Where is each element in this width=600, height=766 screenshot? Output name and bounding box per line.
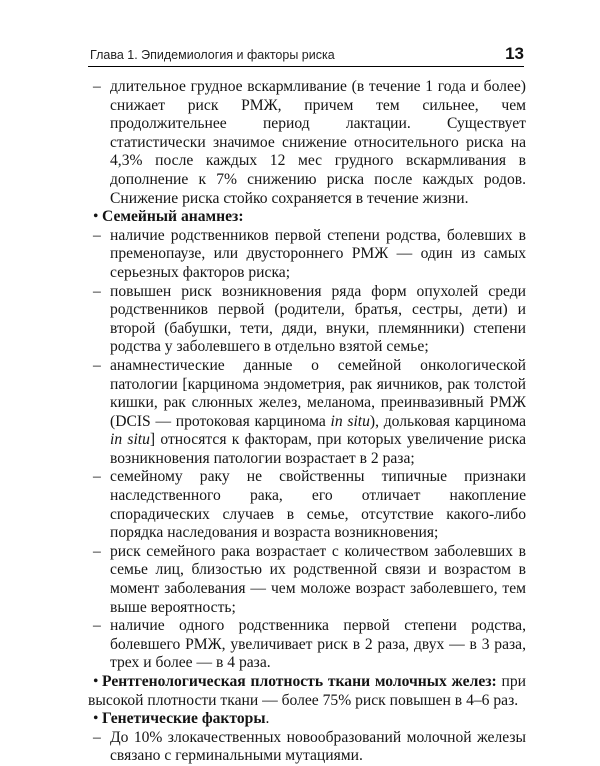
list-item bbox=[88, 357, 526, 469]
dash-marker: – bbox=[93, 728, 101, 746]
list-item-text-c: ] относятся к факторам, при которых увеличение риска возникновения патологии возрастает в 2 раза; bbox=[110, 431, 526, 467]
list-item-text: повышен риск возникновения ряда форм опухолей среди родственников первой (родители, братья, сестры, дети) и второй (бабушки, тети, дяди, внуки, племянники) степени родства у заболевшего в отдельно взятой семье; bbox=[110, 282, 526, 356]
list-item bbox=[88, 543, 526, 617]
chapter-title: Глава 1. Эпидемиология и факторы риска bbox=[90, 48, 335, 62]
list-item-text: длительное грудное вскармливание (в течение 1 года и более) снижает риск РМЖ, причем тем сильнее, чем продолжительнее период лактации. Существует статистически значимое снижение относительного риска на 4,3% после каждых 12 мес грудного вскармливания в дополнение к 7% снижению риска после каждых родов. Снижение риска стойко сохраняется в течение жизни. bbox=[110, 78, 526, 207]
section-heading-family-history bbox=[88, 208, 526, 227]
italic-term: in situ bbox=[330, 412, 370, 430]
dash-marker: – bbox=[93, 226, 101, 244]
dash-marker: – bbox=[93, 542, 101, 560]
dash-marker: – bbox=[93, 78, 101, 95]
dash-marker: – bbox=[93, 468, 101, 486]
running-header bbox=[88, 44, 524, 67]
italic-term: in situ bbox=[110, 431, 150, 449]
list-item bbox=[88, 283, 526, 357]
page-number: 13 bbox=[505, 44, 524, 63]
bullet-marker: • bbox=[93, 673, 99, 690]
page-body bbox=[88, 78, 526, 766]
dash-marker: – bbox=[93, 282, 101, 300]
list-item-text: наличие одного родственника первой степени родства, болевшего РМЖ, увеличивает риск в 2 раза, двух — в 3 раза, трех и более — в 4 раза. bbox=[110, 617, 526, 672]
list-item-text-b: ), дольковая карцинома bbox=[369, 412, 527, 430]
list-item-text: семейному раку не свойственны типичные признаки наследственного рака, его отличает накопление спорадических случаев в семье, отсутствие какого-либо порядка наследования и возраста возникновения; bbox=[110, 468, 526, 542]
section-heading-genetic-factors bbox=[88, 710, 526, 729]
dash-marker: – bbox=[93, 356, 101, 374]
heading-period: . bbox=[265, 710, 270, 728]
list-item bbox=[88, 729, 526, 766]
heading-text: Семейный анамнез bbox=[102, 208, 239, 226]
heading-text: Генетические факторы bbox=[102, 710, 266, 728]
list-item-text-a: анамнестические данные о семейной онкологической патологии [карцинома эндометрия, рак яичников, рак толстой кишки, рак слюнных желез, меланома, преинвазивный РМЖ (DCIS — протоковая карцинома bbox=[110, 356, 526, 430]
bullet-marker: • bbox=[93, 208, 99, 226]
list-item bbox=[88, 617, 526, 673]
paragraph-text: при высокой плотности ткани — более 75% риск повышен в 4–6 раз. bbox=[88, 673, 527, 709]
list-item-text: наличие родственников первой степени родства, болевших в пременопаузе, или двустороннего РМЖ — один из самых серьезных факторов риска; bbox=[110, 226, 526, 281]
list-item bbox=[88, 468, 526, 542]
heading-colon: : bbox=[238, 208, 244, 226]
dash-marker: – bbox=[93, 617, 101, 635]
list-item-text: До 10% злокачественных новообразований молочной железы связано с герминальными мутациями. bbox=[110, 728, 526, 765]
list-item bbox=[88, 78, 526, 208]
list-item-text: риск семейного рака возрастает с количеством заболевших в семье лиц, близостью их родственной связи и возрастом в момент заболевания — чем моложе возраст заболевшего, тем выше вероятность; bbox=[110, 542, 526, 616]
list-item bbox=[88, 227, 526, 283]
paragraph-breast-density bbox=[88, 673, 526, 710]
bullet-marker: • bbox=[93, 710, 99, 728]
paragraph-lead: Рентгенологическая плотность ткани молочных желез: bbox=[102, 673, 497, 690]
